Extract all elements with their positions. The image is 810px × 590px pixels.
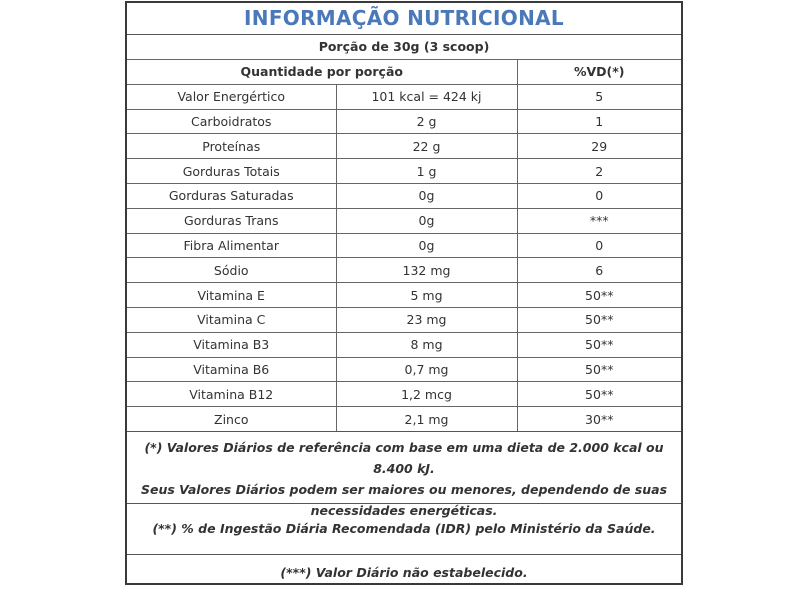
nutrition-table (127, 59, 681, 431)
nutrient-amount: 1,2 mcg (336, 382, 517, 407)
nutrient-daily-value: 50** (517, 332, 681, 357)
nutrient-daily-value: 50** (517, 357, 681, 382)
table-row (127, 233, 681, 258)
footnote-idr: (**) % de Ingestão Diária Recomendada (IDR) pelo Ministério da Saúde. (127, 503, 681, 554)
nutrient-amount: 0g (336, 183, 517, 208)
header-daily-value: %VD(*) (517, 60, 681, 85)
table-row (127, 407, 681, 431)
nutrient-amount: 0,7 mg (336, 357, 517, 382)
nutrient-amount: 132 mg (336, 258, 517, 283)
nutrient-daily-value: 6 (517, 258, 681, 283)
nutrition-facts-panel (125, 1, 683, 585)
nutrient-daily-value: 0 (517, 233, 681, 258)
nutrient-amount: 22 g (336, 134, 517, 159)
nutrient-daily-value: 2 (517, 159, 681, 184)
footnote-line: necessidades energéticas. (310, 502, 498, 518)
nutrient-amount: 8 mg (336, 332, 517, 357)
nutrition-title: INFORMAÇÃO NUTRICIONAL (244, 6, 564, 30)
nutrient-daily-value: 0 (517, 183, 681, 208)
nutrition-rows (127, 84, 681, 431)
nutrient-amount: 101 kcal = 424 kj (336, 84, 517, 109)
header-quantity: Quantidade por porção (127, 60, 517, 85)
nutrient-daily-value: 50** (517, 283, 681, 308)
nutrient-name: Gorduras Totais (127, 159, 336, 184)
table-row (127, 283, 681, 308)
footnote-daily-values (127, 431, 681, 518)
nutrient-daily-value: 5 (517, 84, 681, 109)
nutrient-name: Valor Energértico (127, 84, 336, 109)
table-row (127, 307, 681, 332)
nutrient-daily-value: 50** (517, 307, 681, 332)
table-row (127, 134, 681, 159)
footnote-line: (*) Valores Diários de referência com base em uma dieta de 2.000 kcal ou 8.400 kJ. (144, 439, 664, 476)
table-row (127, 382, 681, 407)
nutrient-amount: 2,1 mg (336, 407, 517, 431)
nutrient-name: Gorduras Trans (127, 208, 336, 233)
nutrient-amount: 0g (336, 208, 517, 233)
table-row (127, 109, 681, 134)
nutrient-daily-value: 30** (517, 407, 681, 431)
nutrient-name: Zinco (127, 407, 336, 431)
nutrient-daily-value: 29 (517, 134, 681, 159)
nutrient-name: Sódio (127, 258, 336, 283)
nutrient-amount: 2 g (336, 109, 517, 134)
nutrient-name: Vitamina B3 (127, 332, 336, 357)
footnote-line: Seus Valores Diários podem ser maiores ou menores, dependendo de suas (140, 481, 668, 497)
table-row (127, 159, 681, 184)
table-row (127, 84, 681, 109)
nutrient-name: Gorduras Saturadas (127, 183, 336, 208)
nutrient-amount: 0g (336, 233, 517, 258)
nutrient-name: Carboidratos (127, 109, 336, 134)
table-row (127, 183, 681, 208)
table-row (127, 208, 681, 233)
table-row (127, 258, 681, 283)
nutrient-daily-value: *** (517, 208, 681, 233)
nutrient-amount: 1 g (336, 159, 517, 184)
nutrient-amount: 5 mg (336, 283, 517, 308)
nutrient-name: Proteínas (127, 134, 336, 159)
nutrient-name: Fibra Alimentar (127, 233, 336, 258)
table-header-row (127, 60, 681, 85)
table-row (127, 357, 681, 382)
nutrient-daily-value: 1 (517, 109, 681, 134)
table-row (127, 332, 681, 357)
footnote-not-established: (***) Valor Diário não estabelecido. (127, 554, 681, 590)
nutrient-amount: 23 mg (336, 307, 517, 332)
portion-size: Porção de 30g (3 scoop) (127, 34, 681, 59)
nutrient-daily-value: 50** (517, 382, 681, 407)
nutrient-name: Vitamina C (127, 307, 336, 332)
nutrient-name: Vitamina B6 (127, 357, 336, 382)
nutrient-name: Vitamina B12 (127, 382, 336, 407)
nutrient-name: Vitamina E (127, 283, 336, 308)
